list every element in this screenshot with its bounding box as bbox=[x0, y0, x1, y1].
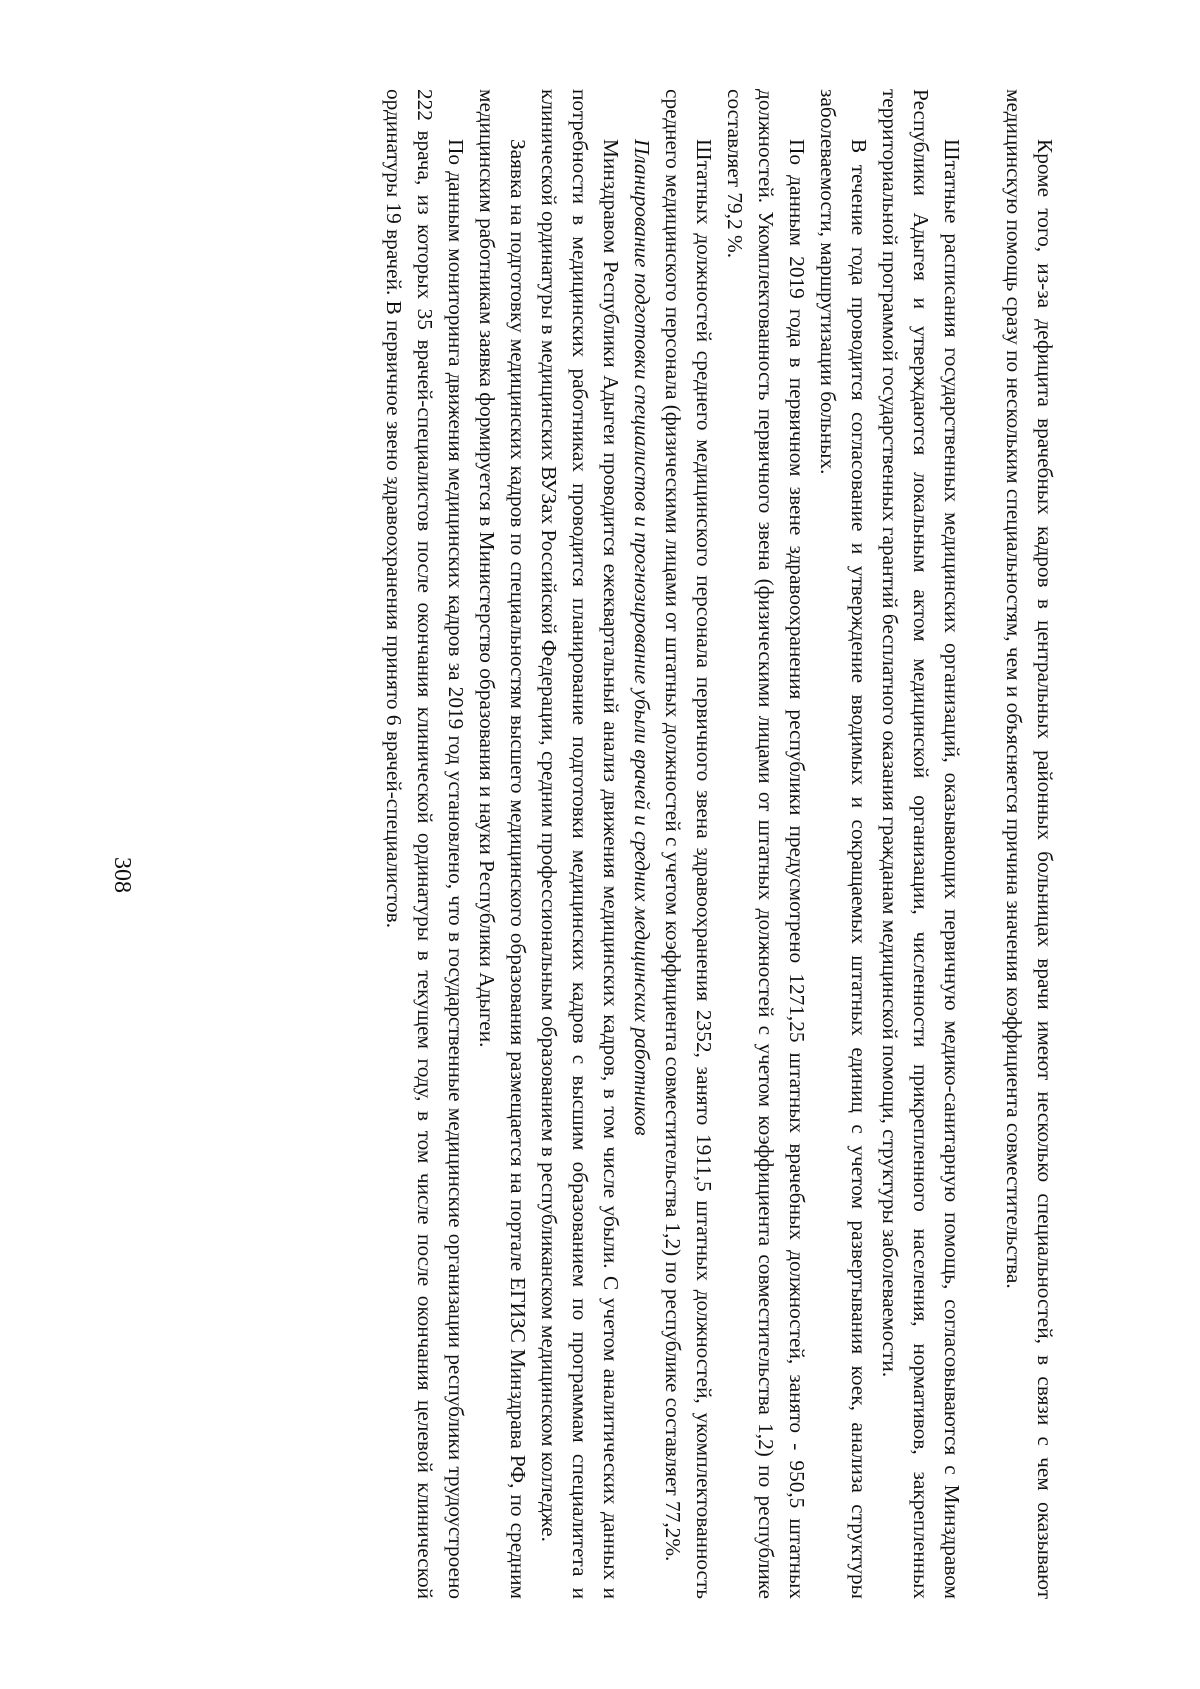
paragraph-staff-approval: В течение года проводится согласование и утверждение вводимых и сокращаемых штатных единиц с учетом развертывания коек, анализа структуры заболеваемости, маршрутизации больных. bbox=[816, 89, 871, 1599]
paragraph-quarterly-analysis: Минздравом Республики Адыгеи проводится ежеквартальный анализ движения медицинских кадров, в том числе убыли. С учетом аналитических данных и потребности в медицинских работниках проводится планирование подготовки медицинских кадров с высшим образованием по программам специалитета и клинической ординатуры в медицинских ВУЗах Российской Федерации, средним профессиональным образованием в республиканском медицинском колледже. bbox=[537, 89, 623, 1599]
paragraph-nurse-positions: Штатных должностей среднего медицинского персонала первичного звена здравоохранения 2352, занято 1911,5 штатных должностей, укомплектованность среднего медицинского персонала (физическими лицами от штатных должностей с учетом коэффициента совместительства 1,2) по республике составляет 77,2%. bbox=[661, 89, 716, 1599]
section-heading-planning: Планирование подготовки специалистов и прогнозирование убыли врачей и средних медицинских работников bbox=[630, 139, 654, 1136]
paragraph-doctor-positions: По данным 2019 года в первичном звене здравоохранения республики предусмотрено 1271,25 штатных врачебных должностей, занято - 950,5 штатных должностей. Укомплектованность первичного звена (физическими лицами от штатных должностей с учетом коэффициента совместительства 1,2) по республике составляет 79,2 %. bbox=[723, 89, 809, 1599]
paragraph-gap bbox=[967, 89, 998, 1599]
page-number: 308 bbox=[109, 857, 135, 893]
document-body bbox=[140, 89, 1060, 1599]
paragraph-deficit: Кроме того, из-за дефицита врачебных кадров в центральных районных больницах врачи имеют несколько специальностей, в связи с чем оказывают медицинскую помощь сразу по нескольким специальностям, чем и объясняется причина значения коэффициента совместительства. bbox=[1002, 89, 1057, 1599]
paragraph-staff-schedules: Штатные расписания государственных медицинских организаций, оказывающих первичную медико-санитарную помощь, согласовываются с Минздравом Республики Адыгея и утверждаются локальным актом медицинской организации, численности прикрепленного населения, нормативов, закрепленных территориальной программой государственных гарантий бесплатного оказания гражданам медицинской помощи, структуры заболеваемости. bbox=[878, 89, 964, 1599]
paragraph-training-request: Заявка на подготовку медицинских кадров по специальностям высшего медицинского образования размещается на портале ЕГИЗС Минздрава РФ, по средним медицинским работникам заявка формируется в Министерство образования и науки Республики Адыгеи. bbox=[475, 89, 530, 1599]
paragraph-monitoring: По данным мониторинга движения медицинских кадров за 2019 год установлено, что в государственные медицинские организации республики трудоустроено 222 врача, из которых 35 врачей-специалистов после окончания клинической ординатуры в текущем году, в том числе после окончания целевой клинической ординатуры 19 врачей. В первичное звено здравоохранения принято 6 врачей-специалистов. bbox=[382, 89, 468, 1599]
